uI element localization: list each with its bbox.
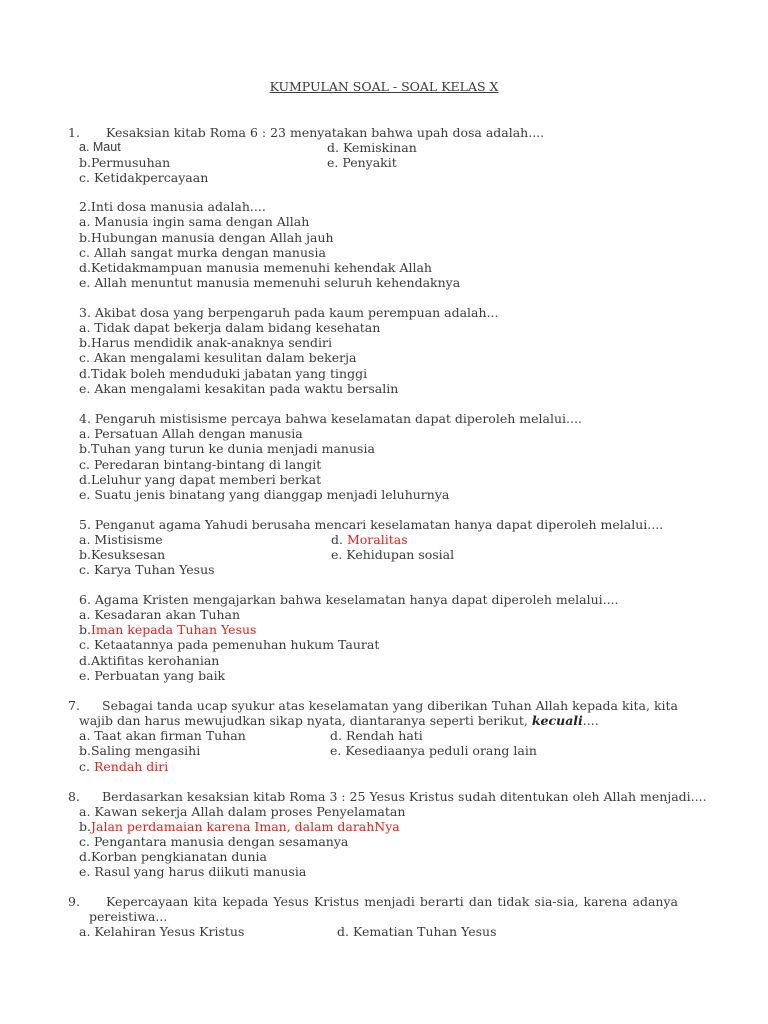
q3-option-e: e. Akan mengalami kesakitan pada waktu bersalin xyxy=(79,381,399,396)
q5-option-b: b.Kesuksesan xyxy=(79,547,166,562)
q7-option-a: a. Taat akan firman Tuhan xyxy=(79,728,246,743)
q7-kecuali: kecuali xyxy=(531,713,583,728)
q7-option-d: d. Rendah hati xyxy=(330,728,423,743)
q7-option-e: e. Kesediaanya peduli orang lain xyxy=(330,743,537,758)
q7-text-line2 xyxy=(79,713,599,728)
q7-option-c xyxy=(79,759,168,774)
q6-option-b xyxy=(79,622,256,637)
q1-text: Kesaksian kitab Roma 6 : 23 menyatakan bahwa upah dosa adalah.... xyxy=(106,125,545,140)
q6-option-a: a. Kesadaran akan Tuhan xyxy=(79,607,241,622)
q7-number: 7. xyxy=(68,698,80,713)
q7-text-line2-start: wajib dan harus mewujudkan sikap nyata, diantaranya seperti berikut, xyxy=(79,713,532,728)
q3-option-a: a. Tidak dapat bekerja dalam bidang kesehatan xyxy=(79,320,381,335)
q6-text: 6. Agama Kristen mengajarkan bahwa keselamatan hanya dapat diperoleh melalui.... xyxy=(79,592,619,607)
q7-option-c-letter: c. xyxy=(79,759,90,774)
page-title: KUMPULAN SOAL - SOAL KELAS X xyxy=(269,79,499,94)
q8-option-c: c. Pengantara manusia dengan sesamanya xyxy=(79,834,349,849)
q3-option-d: d.Tidak boleh menduduki jabatan yang tinggi xyxy=(79,366,368,381)
q9-option-d: d. Kematian Tuhan Yesus xyxy=(337,924,497,939)
q9-option-a: a. Kelahiran Yesus Kristus xyxy=(79,924,245,939)
q7-text-line1: Sebagai tanda ucap syukur atas keselamatan yang diberikan Tuhan Allah kepada kita, kita xyxy=(102,698,679,713)
q8-option-b xyxy=(79,819,400,834)
q5-option-d xyxy=(331,532,408,547)
q3-text: 3. Akibat dosa yang berpengaruh pada kaum perempuan adalah... xyxy=(79,305,499,320)
q2-option-e: e. Allah menuntut manusia memenuhi seluruh kehendaknya xyxy=(79,275,461,290)
q5-option-a: a. Mistisisme xyxy=(79,532,163,547)
q7-answer: Rendah diri xyxy=(93,759,169,774)
q9-text-line2: pereistiwa... xyxy=(89,909,168,924)
q2-text: 2.Inti dosa manusia adalah.... xyxy=(79,199,266,214)
q4-option-d: d.Leluhur yang dapat memberi berkat xyxy=(79,472,322,487)
q4-option-a: a. Persatuan Allah dengan manusia xyxy=(79,426,303,441)
q3-option-c: c. Akan mengalami kesulitan dalam bekerja xyxy=(79,350,357,365)
q4-option-e: e. Suatu jenis binatang yang dianggap menjadi leluhurnya xyxy=(79,487,450,502)
q8-number: 8. xyxy=(68,789,80,804)
q6-option-c: c. Ketaatannya pada pemenuhan hukum Taurat xyxy=(79,637,380,652)
q6-option-e: e. Perbuatan yang baik xyxy=(79,668,226,683)
q5-option-d-letter: d. xyxy=(331,532,343,547)
q1-number: 1. xyxy=(68,125,80,140)
q1-option-e: e. Penyakit xyxy=(327,155,397,170)
q7-option-b: b.Saling mengasihi xyxy=(79,743,201,758)
q8-answer: Jalan perdamaian karena Iman, dalam darahNya xyxy=(90,819,400,834)
q8-option-d: d.Korban pengkianatan dunia xyxy=(79,849,267,864)
q6-option-b-letter: b. xyxy=(79,622,91,637)
q2-option-a: a. Manusia ingin sama dengan Allah xyxy=(79,214,310,229)
q9-number: 9. xyxy=(68,894,80,909)
q4-text: 4. Pengaruh mistisisme percaya bahwa keselamatan dapat diperoleh melalui.... xyxy=(79,411,582,426)
q2-option-b: b.Hubungan manusia dengan Allah jauh xyxy=(79,230,334,245)
q2-option-c: c. Allah sangat murka dengan manusia xyxy=(79,245,326,260)
q5-option-c: c. Karya Tuhan Yesus xyxy=(79,562,215,577)
q8-option-a: a. Kawan sekerja Allah dalam proses Penyelamatan xyxy=(79,804,406,819)
q3-option-b: b.Harus mendidik anak-anaknya sendiri xyxy=(79,335,333,350)
q5-answer: Moralitas xyxy=(346,532,408,547)
q1-option-c: c. Ketidakpercayaan xyxy=(79,170,209,185)
q6-answer: Iman kepada Tuhan Yesus xyxy=(90,622,257,637)
q1-option-a: a. Maut xyxy=(79,140,121,154)
q4-option-b: b.Tuhan yang turun ke dunia menjadi manusia xyxy=(79,441,375,456)
q5-option-e: e. Kehidupan sosial xyxy=(331,547,455,562)
q1-option-d: d. Kemiskinan xyxy=(327,140,417,155)
q8-option-e: e. Rasul yang harus diikuti manusia xyxy=(79,864,307,879)
q6-option-d: d.Aktifitas kerohanian xyxy=(79,653,220,668)
q8-option-b-letter: b. xyxy=(79,819,91,834)
q8-text: Berdasarkan kesaksian kitab Roma 3 : 25 Yesus Kristus sudah ditentukan oleh Allah menjadi.... xyxy=(102,789,707,804)
q5-text: 5. Penganut agama Yahudi berusaha mencari keselamatan hanya dapat diperoleh melalui.... xyxy=(79,517,664,532)
q2-option-d: d.Ketidakmampuan manusia memenuhi kehendak Allah xyxy=(79,260,432,275)
q7-text-line2-end: .... xyxy=(582,713,599,728)
q1-option-b: b.Permusuhan xyxy=(79,155,171,170)
q4-option-c: c. Peredaran bintang-bintang di langit xyxy=(79,457,322,472)
q9-text-line1: Kepercayaan kita kepada Yesus Kristus menjadi berarti dan tidak sia-sia, karena adanya xyxy=(106,894,678,909)
